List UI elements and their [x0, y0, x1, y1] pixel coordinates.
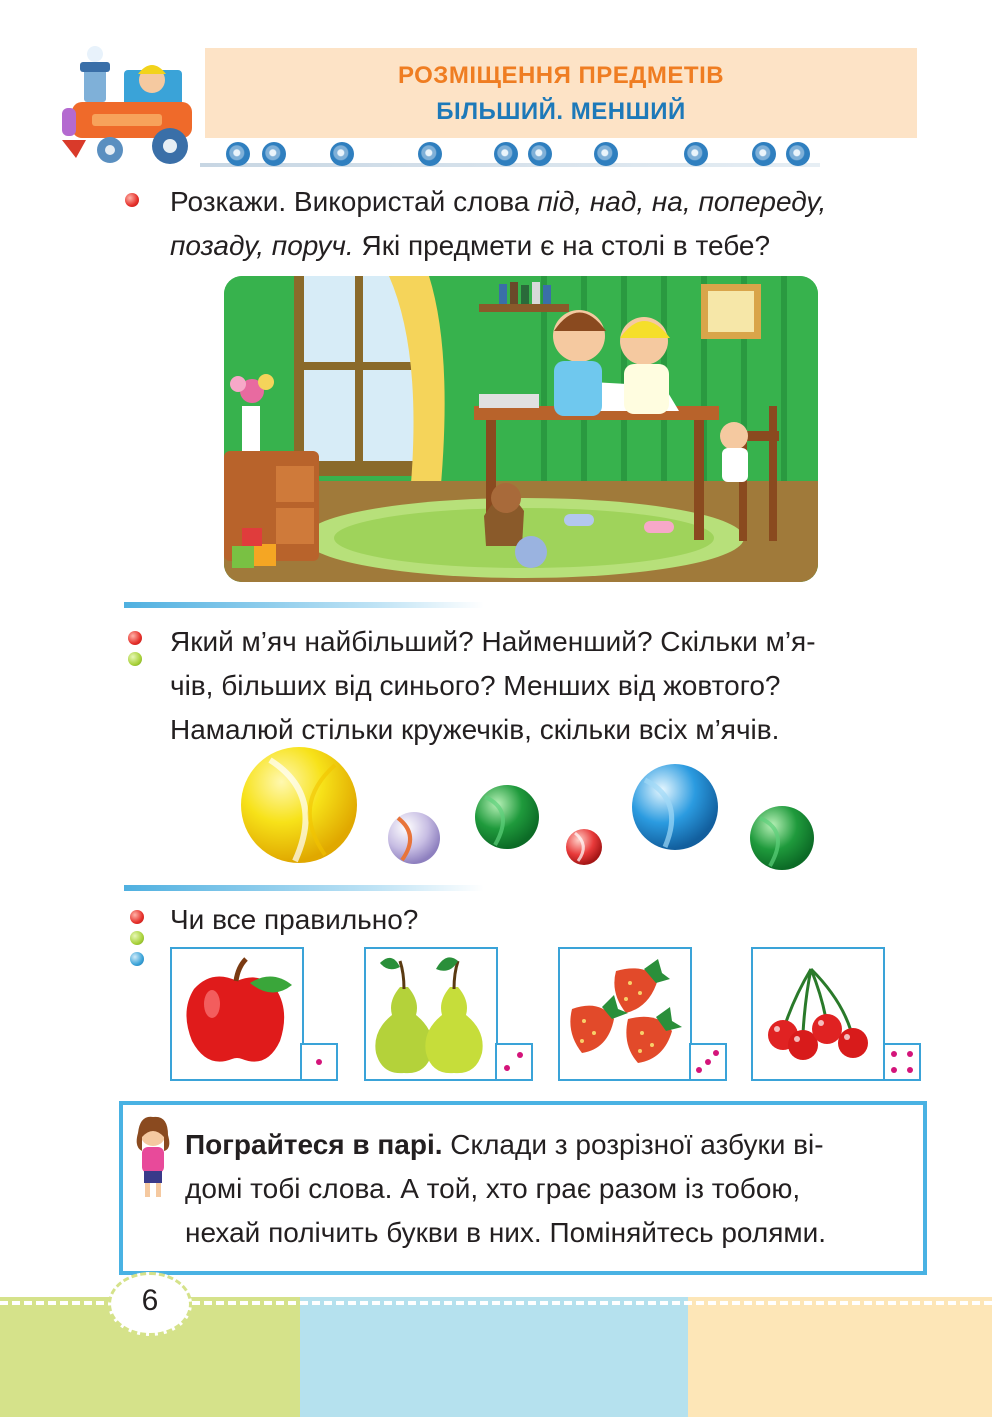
pair-game-line-1: Склади з розрізної азбуки ві- [442, 1129, 824, 1160]
pair-game-line-3: нехай полічить букви в них. Поміняйтесь ролями. [185, 1217, 827, 1248]
dot [316, 1059, 322, 1065]
wheel-decoration [786, 142, 810, 166]
pair-game-title: Пограйтеся в парі. [185, 1129, 443, 1160]
ball-yellow [241, 747, 357, 863]
wheel-decoration [262, 142, 286, 166]
task1-italic-words-2: позаду, поруч. [170, 230, 354, 261]
dots-box-1 [300, 1043, 338, 1081]
footer-band-peach [688, 1297, 992, 1417]
wheel-decoration [494, 142, 518, 166]
girl-icon [128, 1115, 178, 1205]
pears-image [366, 949, 496, 1079]
strawberries-image [560, 949, 690, 1079]
task1-text [170, 180, 920, 268]
dot [705, 1059, 711, 1065]
ball-green-right [750, 806, 814, 870]
footer-band-blue [300, 1297, 688, 1417]
topic-subtitle: БІЛЬШИЙ. МЕНШИЙ [436, 98, 686, 125]
wheel-decoration [418, 142, 442, 166]
task2-text [170, 620, 916, 752]
wheel-decoration [684, 142, 708, 166]
room-illustration [224, 276, 818, 582]
wheel-decoration [752, 142, 776, 166]
task-bullet-green [128, 652, 142, 666]
task2-line-2: чів, більших від синього? Менших від жовтого? [170, 670, 781, 701]
task-bullet-red [130, 910, 144, 924]
task1-plain-1: Розкажи. Використай слова [170, 186, 538, 217]
ball-blue [632, 764, 718, 850]
card-strawberries [558, 947, 692, 1081]
dot [891, 1067, 897, 1073]
dots-box-2 [495, 1043, 533, 1081]
wheel-decoration [528, 142, 552, 166]
dot [907, 1067, 913, 1073]
task1-plain-2: Які предмети є на столі в тебе? [353, 230, 771, 261]
task-bullet-blue [130, 952, 144, 966]
card-cherries [751, 947, 885, 1081]
dots-box-4 [883, 1043, 921, 1081]
dot [891, 1051, 897, 1057]
wheel-decoration [330, 142, 354, 166]
task1-italic-words-1: під, над, на, попереду, [537, 186, 827, 217]
card-pears [364, 947, 498, 1081]
train-engine-illustration [62, 40, 210, 168]
dot [907, 1051, 913, 1057]
page-number: 6 [141, 1284, 159, 1317]
wheel-decoration [226, 142, 250, 166]
dot [504, 1065, 510, 1071]
task3-question: Чи все правильно? [170, 904, 419, 935]
task-bullet-red [125, 193, 139, 207]
section-divider [124, 885, 484, 891]
apple-image [172, 949, 302, 1079]
dot [713, 1050, 719, 1056]
section-divider [124, 602, 484, 608]
dot [696, 1067, 702, 1073]
pair-game-text [185, 1123, 907, 1255]
ball-violet [388, 812, 440, 864]
task2-line-1: Який м’яч найбільший? Найменший? Скільки м’я- [170, 626, 816, 657]
task2-line-3: Намалюй стільки кружечків, скільки всіх м’ячів. [170, 714, 780, 745]
dot [517, 1052, 523, 1058]
wheel-decoration [594, 142, 618, 166]
cherries-image [753, 949, 883, 1079]
dots-box-3 [689, 1043, 727, 1081]
pair-game-line-2: домі тобі слова. А той, хто грає разом із тобою, [185, 1173, 801, 1204]
ball-green-medium [475, 785, 539, 849]
task-bullet-red [128, 631, 142, 645]
balls-illustration [230, 745, 830, 875]
topic-title: РОЗМІЩЕННЯ ПРЕДМЕТІВ [397, 62, 725, 89]
ball-red-small [566, 829, 602, 865]
card-apple [170, 947, 304, 1081]
task-bullet-green [130, 931, 144, 945]
